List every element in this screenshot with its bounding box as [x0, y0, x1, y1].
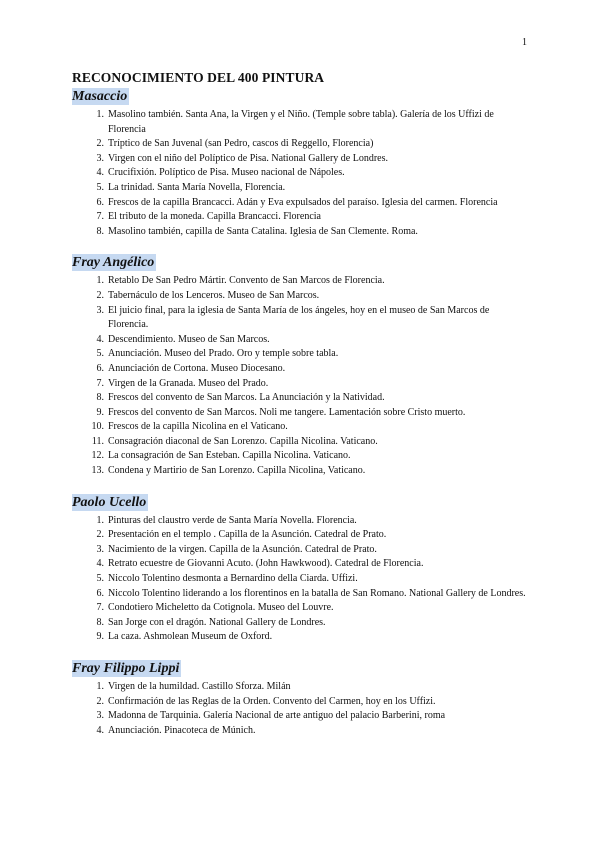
list-item-text: Frescos de la capilla Nicolina en el Vaticano.: [108, 421, 288, 433]
list-item-text: Retrato ecuestre de Giovanni Acuto. (John Hawkwood). Catedral de Florencia.: [108, 558, 424, 570]
list-item-text: Crucifixión. Políptico de Pisa. Museo nacional de Nápoles.: [108, 167, 345, 179]
list-item-number: 12.: [91, 450, 104, 462]
list-item-number: 2.: [96, 138, 104, 150]
list-item-number: 1.: [96, 109, 104, 120]
list-item-text: San Jorge con el dragón. National Gallery de Londres.: [108, 616, 326, 628]
list-item-text: El juicio final, para la iglesia de Santa María de los ángeles, hoy en el museo de San Marcos de Florencia.: [108, 304, 490, 331]
list-item-number: 5.: [96, 573, 104, 585]
list-item-number: 6.: [96, 587, 104, 599]
artwork-list-item: [72, 210, 532, 225]
artwork-list-item: [72, 724, 532, 739]
artwork-list-item: [72, 377, 532, 392]
list-item-number: 1.: [96, 681, 104, 692]
list-item-text: La consagración de San Esteban. Capilla Nicolina. Vaticano.: [108, 450, 351, 462]
artwork-list-item: [72, 587, 532, 602]
artist-heading: Fray Angélico: [72, 255, 155, 271]
artwork-list-item: [72, 108, 532, 137]
artwork-list-item: [72, 464, 532, 479]
artwork-list-item: [72, 572, 532, 587]
list-item-text: Frescos del convento de San Marcos. La Anunciación y la Natividad.: [108, 392, 385, 404]
list-item-text: Nacimiento de la virgen. Capilla de la Asunción. Catedral de Prato.: [108, 543, 377, 555]
list-item-number: 2.: [96, 289, 104, 301]
list-item-text: La caza. Ashmolean Museum de Oxford.: [108, 631, 273, 643]
list-item-text: Virgen con el niño del Políptico de Pisa. National Gallery de Londres.: [108, 152, 388, 164]
artwork-list-item: [72, 680, 532, 695]
list-item-text: Anunciación. Pinacoteca de Múnich.: [108, 724, 256, 736]
artwork-list-item: [72, 137, 532, 152]
list-item-number: 2.: [96, 529, 104, 541]
list-item-number: 3.: [96, 543, 104, 555]
artwork-list: [72, 108, 532, 239]
list-item-number: 10.: [91, 421, 104, 433]
artist-section: [72, 253, 532, 478]
list-item-text: Niccolo Tolentino desmonta a Bernardino della Ciarda. Uffizi.: [108, 573, 358, 585]
list-item-text: Masolino también. Santa Ana, la Virgen y el Niño. (Temple sobre tabla). Galería de los Uffizi de Florencia: [108, 109, 494, 135]
list-item-text: Tríptico de San Juvenal (san Pedro, cascos di Reggello, Florencia): [108, 138, 374, 150]
artwork-list-item: [72, 304, 532, 333]
list-item-number: 4.: [96, 333, 104, 345]
artist-section: [72, 659, 532, 738]
list-item-text: Consagración diaconal de San Lorenzo. Capilla Nicolina. Vaticano.: [108, 435, 378, 447]
list-item-number: 1.: [96, 275, 104, 287]
artist-section: [72, 493, 532, 645]
list-item-text: Anunciación de Cortona. Museo Diocesano.: [108, 362, 286, 374]
list-item-number: 3.: [96, 304, 104, 316]
artwork-list-item: [72, 709, 532, 724]
list-item-text: Tabernáculo de los Lenceros. Museo de San Marcos.: [108, 289, 320, 301]
list-item-text: Pinturas del claustro verde de Santa María Novella. Florencia.: [108, 514, 357, 526]
list-item-number: 6.: [96, 362, 104, 374]
list-item-text: Confirmación de las Reglas de la Orden. Convento del Carmen, hoy en los Uffizi.: [108, 695, 436, 707]
artwork-list-item: [72, 601, 532, 616]
list-item-text: Virgen de la Granada. Museo del Prado.: [108, 377, 269, 389]
artist-heading: Masaccio: [72, 89, 128, 104]
list-item-text: Masolino también, capilla de Santa Catalina. Iglesia de San Clemente. Roma.: [108, 225, 418, 237]
list-item-number: 9.: [96, 406, 104, 418]
list-item-text: Frescos de la capilla Brancacci. Adán y Eva expulsados del paraíso. Iglesia del carmen. Florencia: [108, 196, 498, 208]
list-item-text: Madonna de Tarquinia. Galería Nacional de arte antiguo del palacio Barberini, roma: [108, 710, 446, 722]
artwork-list-item: [72, 181, 532, 196]
artwork-list-item: [72, 274, 532, 289]
list-item-text: Virgen de la humildad. Castillo Sforza. Milán: [108, 681, 291, 692]
artwork-list-item: [72, 616, 532, 631]
list-item-text: Condena y Martirio de San Lorenzo. Capilla Nicolina, Vaticano.: [108, 465, 366, 477]
artwork-list-item: [72, 362, 532, 377]
artwork-list-item: [72, 557, 532, 572]
artwork-list-item: [72, 406, 532, 421]
artwork-list: [72, 680, 532, 738]
artwork-list-item: [72, 543, 532, 558]
document-body: [72, 70, 532, 752]
page-number: 1: [522, 37, 527, 48]
list-item-text: Niccolo Tolentino liderando a los florentinos en la batalla de San Romano. National Gallery de Londres.: [108, 587, 526, 599]
list-item-text: Retablo De San Pedro Mártir. Convento de San Marcos de Florencia.: [108, 275, 385, 287]
list-item-text: La trinidad. Santa María Novella, Florencia.: [108, 181, 286, 193]
list-item-text: Descendimiento. Museo de San Marcos.: [108, 333, 270, 345]
document-title: RECONOCIMIENTO DEL 400 PINTURA: [72, 70, 325, 85]
list-item-number: 8.: [96, 392, 104, 404]
sections-container: [72, 87, 532, 738]
artwork-list-item: [72, 435, 532, 450]
list-item-number: 9.: [96, 631, 104, 643]
artwork-list: [72, 514, 532, 645]
list-item-number: 4.: [96, 167, 104, 179]
artwork-list-item: [72, 449, 532, 464]
list-item-text: El tributo de la moneda. Capilla Brancacci. Florencia: [108, 211, 321, 223]
artwork-list-item: [72, 347, 532, 362]
list-item-number: 4.: [96, 724, 104, 736]
list-item-number: 7.: [96, 602, 104, 614]
list-item-number: 7.: [96, 377, 104, 389]
list-item-number: 11.: [91, 435, 104, 447]
artwork-list-item: [72, 514, 532, 529]
artwork-list-item: [72, 391, 532, 406]
list-item-text: Condotiero Micheletto da Cotignola. Museo del Louvre.: [108, 602, 334, 614]
artist-section: [72, 87, 532, 239]
list-item-number: 5.: [96, 348, 104, 360]
list-item-number: 1.: [96, 514, 104, 526]
artwork-list: [72, 274, 532, 478]
list-item-number: 7.: [96, 211, 104, 223]
list-item-number: 8.: [96, 225, 104, 237]
artist-heading: Fray Filippo Lippi: [72, 661, 180, 676]
list-item-number: 8.: [96, 616, 104, 628]
artwork-list-item: [72, 289, 532, 304]
artwork-list-item: [72, 225, 532, 240]
list-item-text: Presentación en el templo . Capilla de la Asunción. Catedral de Prato.: [108, 529, 387, 541]
list-item-number: 5.: [96, 181, 104, 193]
list-item-text: Frescos del convento de San Marcos. Noli me tangere. Lamentación sobre Cristo muerto.: [108, 406, 466, 418]
artwork-list-item: [72, 166, 532, 181]
list-item-number: 3.: [96, 152, 104, 164]
artwork-list-item: [72, 630, 532, 645]
artwork-list-item: [72, 695, 532, 710]
artwork-list-item: [72, 152, 532, 167]
artwork-list-item: [72, 333, 532, 348]
list-item-number: 3.: [96, 710, 104, 722]
list-item-number: 2.: [96, 695, 104, 707]
list-item-text: Anunciación. Museo del Prado. Oro y temple sobre tabla.: [108, 348, 339, 360]
artwork-list-item: [72, 196, 532, 211]
list-item-number: 6.: [96, 196, 104, 208]
artwork-list-item: [72, 528, 532, 543]
list-item-number: 13.: [91, 465, 104, 477]
list-item-number: 4.: [96, 558, 104, 570]
artist-heading: Paolo Ucello: [72, 494, 147, 510]
artwork-list-item: [72, 420, 532, 435]
